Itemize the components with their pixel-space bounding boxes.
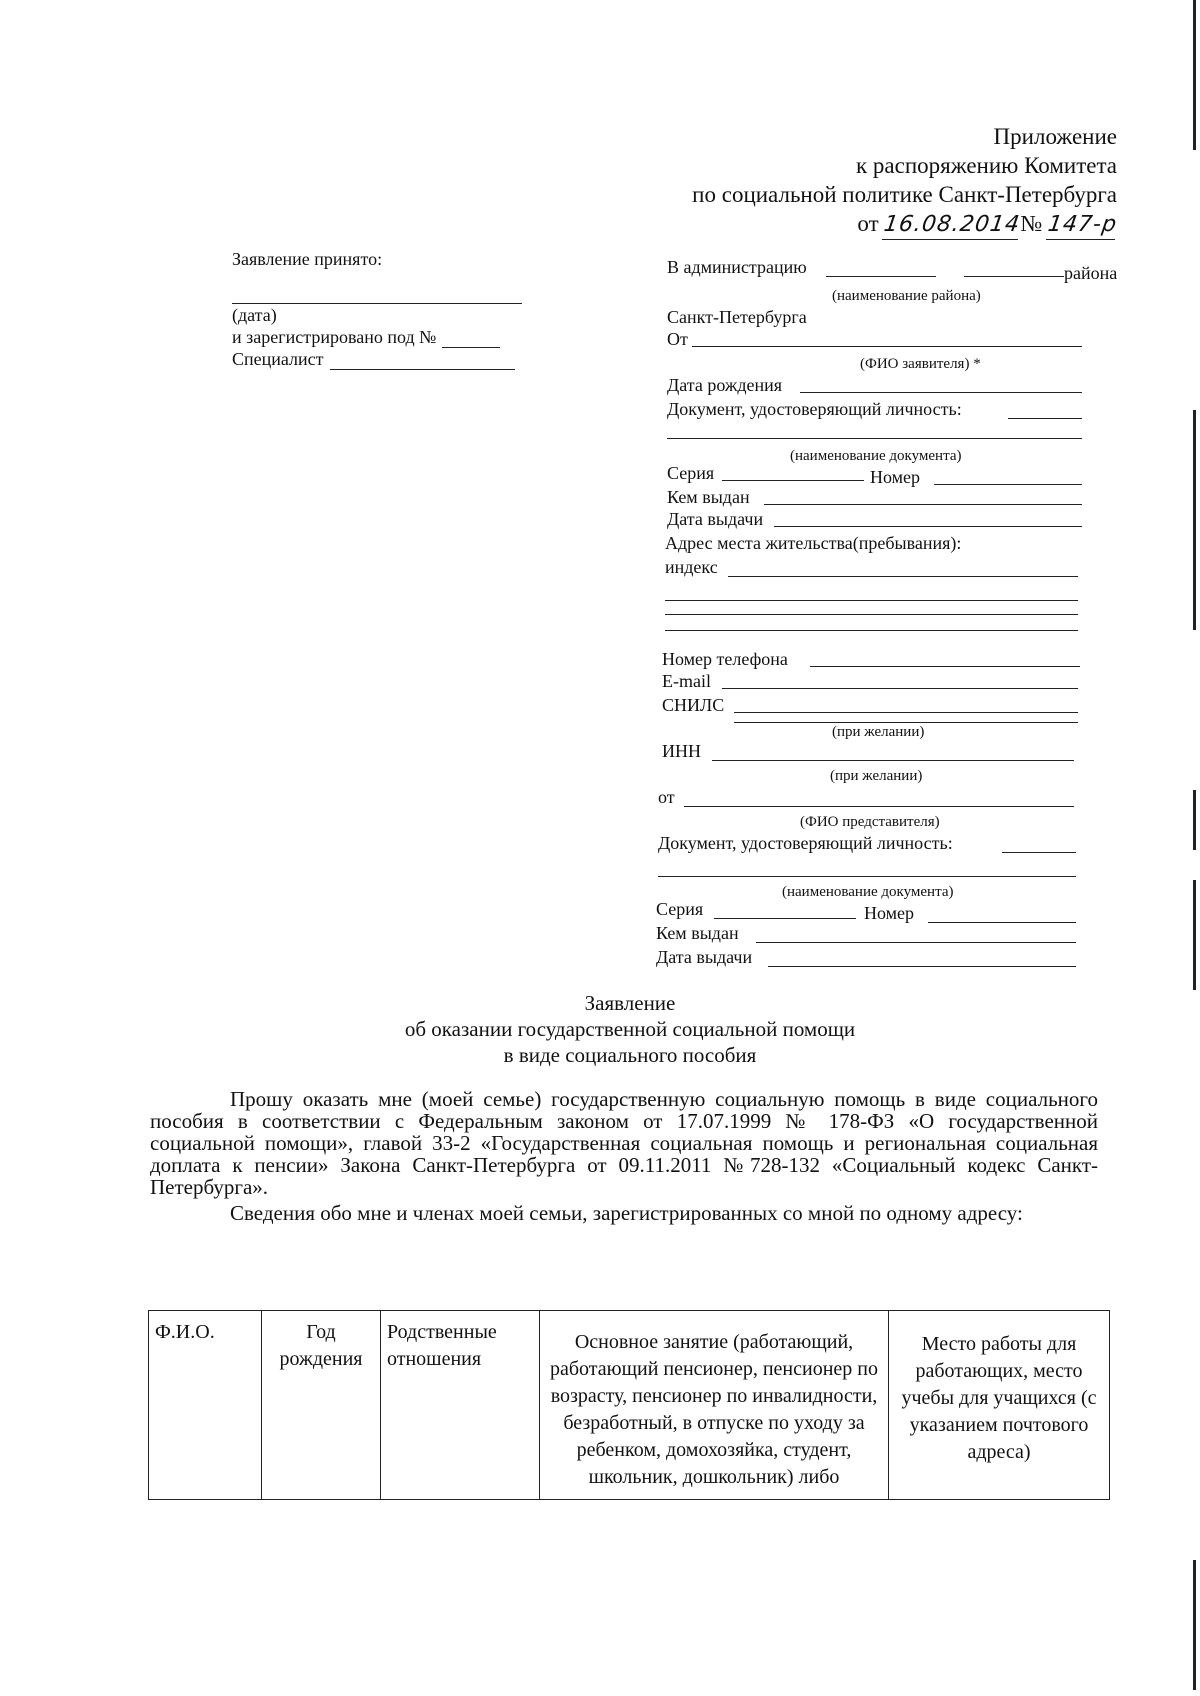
specialist-field[interactable] xyxy=(330,353,515,370)
issue-date-field[interactable] xyxy=(774,526,1082,527)
representative-series-label: Серия xyxy=(656,899,704,919)
district-suffix: района xyxy=(1064,263,1118,283)
number-field[interactable] xyxy=(934,484,1082,485)
header-occupation: Основное занятие (работающий, работающий пенсионер, пенсионер по возрасту, пенсионер по инвалидности, безработный, в отпуске по уходу за ребенком, домохозяйка, студент, школьник, дошкольник) либо xyxy=(540,1311,889,1500)
series-label: Серия xyxy=(667,463,715,483)
applicant-fio-hint: (ФИО заявителя) * xyxy=(860,356,981,372)
registered-label: и зарегистрировано под № xyxy=(232,327,437,347)
district-hint: (наименование района) xyxy=(832,288,981,304)
body-paragraph-2: Сведения обо мне и членах моей семьи, зарегистрированных со мной по одному адресу: xyxy=(230,1201,1023,1225)
appendix-header xyxy=(692,122,1117,240)
id-document-field-2[interactable] xyxy=(667,438,1082,439)
scan-edge-mark xyxy=(1193,790,1196,850)
title-line-2: об оказании государственной социальной помощи xyxy=(404,1017,856,1041)
snils-field[interactable] xyxy=(734,712,1078,713)
address-field-2[interactable] xyxy=(665,614,1078,615)
accepted-heading: Заявление принято: xyxy=(232,249,383,269)
birth-date-field[interactable] xyxy=(800,392,1082,393)
number-sign: № xyxy=(1020,211,1043,236)
accepted-block xyxy=(232,248,532,370)
representative-issued-by-field[interactable] xyxy=(756,942,1076,943)
from-label: От xyxy=(667,329,688,349)
address-field-1[interactable] xyxy=(665,600,1078,601)
body-paragraph-1: Прошу оказать мне (моей семье) государственную социальную помощь в виде социального пособия в соответствии с Федеральным законом от 17.07.1999 № 178-ФЗ «О государственной социальной помощи», главой 33-2 «Государственная социальная помощь и региональная социальная доплата к пенсии» Закона Санкт-Петербурга от 09.11.2011 №728-132 «Социальный кодекс Санкт-Петербурга». xyxy=(150,1087,1098,1199)
id-document-field[interactable] xyxy=(1008,418,1082,419)
table-header-row xyxy=(149,1311,1110,1500)
to-admin-label: В администрацию xyxy=(667,257,807,277)
email-label: E-mail xyxy=(662,671,711,691)
date-hint: (дата) xyxy=(232,305,277,325)
appendix-line-3: по социальной политике Санкт-Петербурга xyxy=(692,182,1117,207)
scan-edge-mark xyxy=(1193,880,1196,990)
scan-edge-mark xyxy=(1193,0,1196,150)
specialist-label: Специалист xyxy=(232,349,324,369)
district-field-2[interactable] xyxy=(964,276,1064,277)
index-label: индекс xyxy=(665,557,718,577)
address-label: Адрес места жительства(пребывания): xyxy=(665,533,962,553)
representative-issue-date-label: Дата выдачи xyxy=(656,947,753,967)
title-line-1: Заявление xyxy=(584,991,676,1015)
representative-id-document-field-2[interactable] xyxy=(658,876,1076,877)
representative-fio-hint: (ФИО представителя) xyxy=(800,814,940,830)
header-birth-year: Год рождения xyxy=(262,1311,381,1500)
appendix-from-prefix: от xyxy=(857,211,879,236)
representative-issue-date-field[interactable] xyxy=(768,966,1076,967)
applicant-fio-field[interactable] xyxy=(692,346,1082,347)
snils-field-2[interactable] xyxy=(734,722,1078,723)
birth-date-label: Дата рождения xyxy=(667,375,783,395)
header-relation: Родственные отношения xyxy=(381,1311,540,1500)
snils-label: СНИЛС xyxy=(662,695,725,715)
address-field-3[interactable] xyxy=(665,630,1078,631)
document-title xyxy=(330,990,930,1068)
issued-by-field[interactable] xyxy=(764,504,1082,505)
handwritten-number: 147-р xyxy=(1046,210,1119,240)
inn-optional-hint: (при желании) xyxy=(830,768,923,784)
representative-fio-field[interactable] xyxy=(684,806,1074,807)
handwritten-date: 16.08.2014 xyxy=(882,210,1022,240)
document-body xyxy=(150,1088,1098,1224)
representative-id-document-label: Документ, удостоверяющий личность: xyxy=(658,833,953,853)
series-field[interactable] xyxy=(722,480,864,481)
doc-name-hint: (наименование документа) xyxy=(790,448,962,464)
inn-label: ИНН xyxy=(662,741,701,761)
representative-number-field[interactable] xyxy=(928,922,1076,923)
header-fio: Ф.И.О. xyxy=(149,1311,262,1500)
index-field[interactable] xyxy=(728,576,1078,577)
id-document-label: Документ, удостоверяющий личность: xyxy=(667,399,962,419)
date-field[interactable] xyxy=(232,287,522,304)
email-field[interactable] xyxy=(722,688,1078,689)
header-workplace: Место работы для работающих, место учебы для учащихся (с указанием почтового адреса) xyxy=(889,1311,1110,1500)
scan-edge-mark xyxy=(1193,410,1196,630)
title-line-3: в виде социального пособия xyxy=(503,1043,757,1067)
phone-label: Номер телефона xyxy=(662,649,788,669)
scan-edge-mark xyxy=(1193,1560,1196,1690)
district-field-1[interactable] xyxy=(826,276,936,277)
representative-doc-name-hint: (наименование документа) xyxy=(782,884,954,900)
appendix-date-row xyxy=(692,209,1117,240)
issue-date-label: Дата выдачи xyxy=(667,509,764,529)
number-label: Номер xyxy=(870,467,921,487)
representative-from-label: от xyxy=(658,787,675,807)
inn-field[interactable] xyxy=(712,760,1074,761)
representative-series-field[interactable] xyxy=(714,918,856,919)
city-label: Санкт-Петербурга xyxy=(667,307,807,327)
appendix-line-1: Приложение xyxy=(993,124,1117,149)
issued-by-label: Кем выдан xyxy=(667,487,750,507)
representative-number-label: Номер xyxy=(864,903,915,923)
snils-optional-hint: (при желании) xyxy=(832,724,925,740)
phone-field[interactable] xyxy=(810,666,1080,667)
family-table xyxy=(148,1310,1110,1500)
representative-id-document-field[interactable] xyxy=(1002,852,1076,853)
representative-issued-by-label: Кем выдан xyxy=(656,923,739,943)
registration-number-field[interactable] xyxy=(442,331,500,348)
appendix-line-2: к распоряжению Комитета xyxy=(856,153,1117,178)
